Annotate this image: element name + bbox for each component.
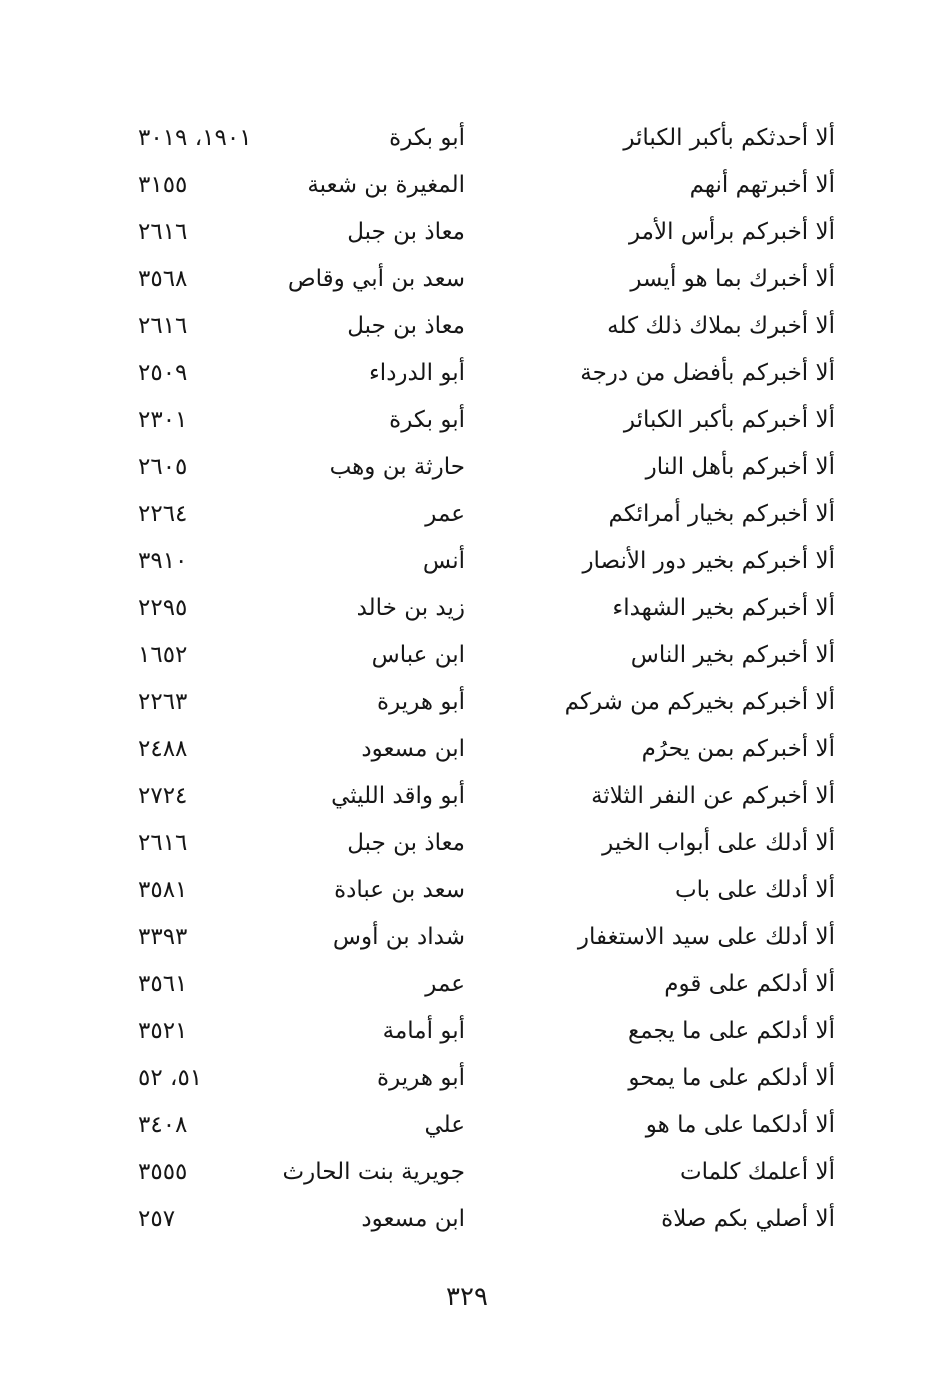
hadith-number: ٢٢٩٥ — [138, 595, 188, 621]
hadith-number: ٢٣٠١ — [138, 407, 188, 433]
hadith-text: ألا أخبركم بخير الناس — [630, 642, 835, 668]
index-row — [120, 820, 835, 867]
hadith-number: ٥١، ٥٢ — [138, 1065, 203, 1091]
index-row — [120, 303, 835, 350]
narrator-name: عمر — [425, 971, 465, 997]
index-row — [120, 1008, 835, 1055]
index-row — [120, 867, 835, 914]
narrator-name: حارثة بن وهب — [329, 454, 465, 480]
hadith-text: ألا أخبرك بملاك ذلك كله — [607, 313, 835, 339]
hadith-number: ٢٢٦٤ — [138, 501, 188, 527]
hadith-index-table — [120, 115, 835, 1243]
hadith-number: ٣٤٠٨ — [138, 1112, 188, 1138]
hadith-text: ألا أخبركم برأس الأمر — [628, 219, 835, 245]
index-row — [120, 1055, 835, 1102]
narrator-name: علي — [424, 1112, 465, 1138]
hadith-text: ألا أخبركم بخير الشهداء — [612, 595, 835, 621]
index-row — [120, 679, 835, 726]
hadith-text: ألا أدلك على باب — [674, 877, 835, 903]
narrator-name: سعد بن أبي وقاص — [287, 266, 465, 292]
hadith-number: ٢٦١٦ — [138, 830, 188, 856]
index-row — [120, 914, 835, 961]
index-row — [120, 350, 835, 397]
narrator-name: سعد بن عبادة — [334, 877, 465, 903]
hadith-text: ألا أحدثكم بأكبر الكبائر — [623, 125, 835, 151]
hadith-text: ألا أدلكم على ما يجمع — [627, 1018, 835, 1044]
hadith-text: ألا أخبركم بأفضل من درجة — [580, 360, 835, 386]
hadith-number: ٢٥٧ — [138, 1206, 176, 1232]
narrator-name: ابن مسعود — [361, 736, 465, 762]
hadith-number: ٢٦٠٥ — [138, 454, 188, 480]
narrator-name: أبو بكرة — [389, 407, 465, 433]
hadith-number: ٢٦١٦ — [138, 219, 188, 245]
index-row — [120, 538, 835, 585]
hadith-number: ٣٥٢١ — [138, 1018, 188, 1044]
hadith-number: ٢٦١٦ — [138, 313, 188, 339]
narrator-name: ابن مسعود — [361, 1206, 465, 1232]
hadith-number: ٣٥٦٨ — [138, 266, 188, 292]
hadith-text: ألا أدلكما على ما هو — [645, 1112, 835, 1138]
narrator-name: زيد بن خالد — [356, 595, 465, 621]
index-row — [120, 256, 835, 303]
index-row — [120, 444, 835, 491]
narrator-name: أبو أمامة — [382, 1018, 465, 1044]
hadith-text: ألا أصلي بكم صلاة — [661, 1206, 835, 1232]
hadith-number: ٣٩١٠ — [138, 548, 188, 574]
index-row — [120, 961, 835, 1008]
index-row — [120, 726, 835, 773]
narrator-name: أنس — [422, 548, 465, 574]
hadith-number: ٢٢٦٣ — [138, 689, 188, 715]
narrator-name: عمر — [425, 501, 465, 527]
narrator-name: أبو هريرة — [377, 1065, 465, 1091]
narrator-name: معاذ بن جبل — [347, 313, 465, 339]
hadith-text: ألا أخبركم بخيركم من شركم — [564, 689, 835, 715]
hadith-number: ٢٤٨٨ — [138, 736, 188, 762]
hadith-text: ألا أخبركم عن النفر الثلاثة — [591, 783, 835, 809]
hadith-text: ألا أعلمك كلمات — [679, 1159, 835, 1185]
narrator-name: شداد بن أوس — [332, 924, 465, 950]
hadith-text: ألا أخبركم بأهل النار — [645, 454, 835, 480]
narrator-name: معاذ بن جبل — [347, 830, 465, 856]
hadith-text: ألا أخبرتهم أنهم — [689, 172, 835, 198]
narrator-name: المغيرة بن شعبة — [307, 172, 465, 198]
hadith-text: ألا أدلك على أبواب الخير — [602, 830, 835, 856]
index-row — [120, 773, 835, 820]
index-row — [120, 162, 835, 209]
hadith-text: ألا أدلك على سيد الاستغفار — [577, 924, 835, 950]
narrator-name: أبو بكرة — [389, 125, 465, 151]
page-number: ٣٢٩ — [446, 1282, 488, 1312]
hadith-text: ألا أخبركم بخير دور الأنصار — [582, 548, 835, 574]
index-row — [120, 1102, 835, 1149]
hadith-text: ألا أخبركم بمن يحرُم — [641, 736, 835, 762]
hadith-text: ألا أخبرك بما هو أيسر — [630, 266, 835, 292]
index-row — [120, 1196, 835, 1243]
hadith-text: ألا أدلكم على ما يمحو — [628, 1065, 835, 1091]
index-row — [120, 397, 835, 444]
index-row — [120, 585, 835, 632]
index-row — [120, 491, 835, 538]
hadith-text: ألا أخبركم بخيار أمرائكم — [608, 501, 835, 527]
narrator-name: معاذ بن جبل — [347, 219, 465, 245]
hadith-number: ٣٣٩٣ — [138, 924, 188, 950]
hadith-text: ألا أخبركم بأكبر الكبائر — [623, 407, 835, 433]
index-row — [120, 1149, 835, 1196]
narrator-name: أبو الدرداء — [368, 360, 465, 386]
hadith-number: ٣١٥٥ — [138, 172, 188, 198]
index-row — [120, 632, 835, 679]
narrator-name: أبو هريرة — [377, 689, 465, 715]
hadith-number: ١٩٠١، ٣٠١٩ — [138, 125, 252, 151]
narrator-name: ابن عباس — [371, 642, 465, 668]
hadith-text: ألا أدلكم على قوم — [664, 971, 835, 997]
narrator-name: جويرية بنت الحارث — [282, 1159, 465, 1185]
narrator-name: أبو واقد الليثي — [331, 783, 465, 809]
hadith-number: ٢٧٢٤ — [138, 783, 188, 809]
index-row — [120, 115, 835, 162]
hadith-number: ٣٥٥٥ — [138, 1159, 188, 1185]
index-row — [120, 209, 835, 256]
hadith-number: ٢٥٠٩ — [138, 360, 188, 386]
hadith-number: ١٦٥٢ — [138, 642, 188, 668]
hadith-number: ٣٥٨١ — [138, 877, 188, 903]
hadith-number: ٣٥٦١ — [138, 971, 188, 997]
